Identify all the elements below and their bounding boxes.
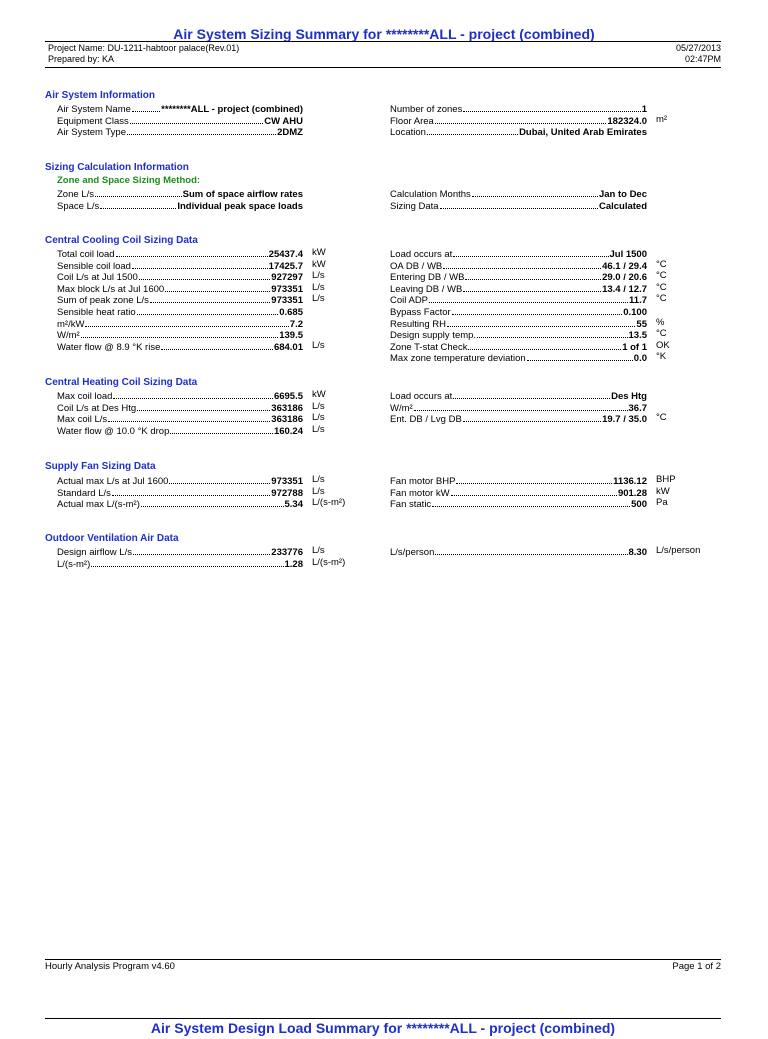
- leader-dots: [427, 125, 518, 135]
- field-unit: L/s/person: [656, 545, 701, 556]
- field-value: 19.7 / 35.0: [602, 414, 647, 426]
- field-label: Coil L/s at Des Htg: [57, 402, 137, 414]
- field-row: [390, 545, 701, 558]
- next-page-preview: [45, 1018, 721, 1039]
- field-unit: L/s: [312, 474, 325, 485]
- field-unit: OK: [656, 339, 670, 351]
- field-row: [390, 474, 676, 487]
- header-right: [676, 43, 721, 65]
- field-value: 901.28: [617, 487, 647, 499]
- leader-dots: [440, 199, 598, 209]
- field-row: [390, 270, 667, 284]
- report-header: [45, 41, 721, 68]
- field-value: 1 of 1: [622, 341, 647, 353]
- page-footer: [45, 959, 721, 974]
- field-value: 973351: [271, 295, 303, 307]
- field-unit: L/s: [312, 281, 325, 293]
- field-unit: kW: [656, 485, 670, 497]
- field-label: Sizing Data: [390, 200, 439, 212]
- leader-dots: [150, 293, 270, 303]
- field-unit: °C: [656, 258, 667, 270]
- field-label: Actual max L/s at Jul 1600: [57, 476, 169, 487]
- leader-dots: [456, 474, 612, 484]
- field-row: [390, 125, 647, 137]
- field-label: Calculation Months: [390, 189, 471, 200]
- field-unit: L/s: [312, 339, 325, 351]
- field-value: Calculated: [598, 200, 647, 212]
- field-label: Design airflow L/s: [57, 547, 132, 558]
- field-unit: L/s: [312, 485, 325, 497]
- field-value: 233776: [271, 547, 303, 558]
- program-version: Hourly Analysis Program v4.60: [45, 961, 175, 972]
- field-value: 363186: [271, 402, 303, 414]
- field-value: 17425.7: [268, 260, 303, 272]
- field-row: [57, 293, 325, 307]
- field-label: Coil ADP: [390, 295, 429, 307]
- prepared-by: Prepared by: KA: [48, 54, 115, 64]
- leader-dots: [453, 389, 610, 399]
- leader-dots: [443, 259, 601, 269]
- leader-dots: [447, 317, 635, 327]
- field-label: Air System Name: [57, 104, 131, 115]
- field-label: Sum of peak zone L/s: [57, 295, 149, 307]
- field-row: [57, 317, 303, 329]
- field-row: [57, 389, 326, 402]
- field-row: [57, 199, 303, 211]
- field-value: 55: [636, 318, 647, 330]
- field-label: Total coil load: [57, 249, 115, 260]
- leader-dots: [141, 497, 284, 507]
- field-row: [57, 497, 346, 511]
- page-number: Page 1 of 2: [672, 961, 721, 972]
- leader-dots: [170, 424, 273, 434]
- field-label: Max block L/s at Jul 1600: [57, 283, 165, 295]
- field-value: 46.1 / 29.4: [602, 260, 647, 272]
- field-label: L/s/person: [390, 547, 435, 558]
- field-unit: L/(s-m²): [312, 497, 346, 509]
- leader-dots: [100, 199, 176, 209]
- leader-dots: [463, 102, 640, 112]
- field-value: 5.34: [284, 499, 303, 511]
- page-title: Air System Sizing Summary for ********ALL - project (combined): [173, 26, 595, 42]
- field-label: Max coil load: [57, 391, 113, 402]
- field-unit: °C: [656, 270, 667, 282]
- field-value: Individual peak space loads: [177, 200, 303, 212]
- field-row: [57, 270, 325, 284]
- field-unit: kW: [312, 247, 326, 258]
- field-label: Design supply temp.: [390, 330, 477, 342]
- leader-dots: [95, 187, 182, 197]
- field-unit: %: [656, 316, 665, 328]
- leader-dots: [468, 340, 621, 350]
- field-row: [57, 339, 325, 353]
- field-value: 1: [641, 104, 647, 115]
- field-value: 8.30: [628, 547, 647, 558]
- field-label: Space L/s: [57, 200, 100, 212]
- field-label: Zone T-stat Check: [390, 341, 468, 353]
- field-label: Bypass Factor: [390, 307, 451, 318]
- field-value: Dubai, United Arab Emirates: [519, 127, 647, 139]
- field-value: 684.01: [273, 341, 303, 353]
- field-value: Sum of space airflow rates: [182, 189, 303, 200]
- field-row: [57, 423, 325, 437]
- field-value: 0.100: [623, 307, 647, 318]
- field-row: [57, 545, 325, 558]
- leader-dots: [130, 114, 263, 124]
- field-label: Air System Type: [57, 127, 126, 139]
- field-unit: °C: [656, 281, 667, 293]
- leader-dots: [85, 317, 288, 327]
- field-value: Des Htg: [611, 391, 647, 402]
- field-unit: m²: [656, 113, 668, 125]
- leader-dots: [127, 125, 276, 135]
- leader-dots: [463, 282, 601, 292]
- field-label: Zone L/s: [57, 189, 94, 200]
- report-time: 02:47PM: [684, 54, 721, 64]
- field-value: 160.24: [273, 425, 303, 437]
- field-row: [57, 305, 303, 317]
- field-row: [57, 102, 303, 114]
- field-row: [57, 281, 325, 295]
- field-row: [57, 485, 325, 499]
- field-value: Jul 1500: [609, 249, 647, 260]
- field-row: [57, 400, 325, 414]
- leader-dots: [429, 293, 628, 303]
- leader-dots: [527, 351, 633, 361]
- field-row: [390, 412, 667, 426]
- leader-dots: [113, 389, 272, 399]
- leader-dots: [91, 557, 283, 567]
- leader-dots: [133, 545, 270, 555]
- header-left: [48, 43, 239, 65]
- leader-dots: [132, 259, 268, 269]
- field-label: Max zone temperature deviation: [390, 353, 526, 365]
- leader-dots: [452, 305, 623, 315]
- field-value: 182324.0: [607, 115, 647, 127]
- field-unit: L/s: [312, 412, 325, 424]
- section-supply-fan: Supply Fan Sizing Data: [45, 461, 156, 472]
- field-value: 6695.5: [273, 391, 303, 402]
- field-label: Sensible coil load: [57, 260, 131, 272]
- field-label: Number of zones: [390, 104, 463, 115]
- field-label: Floor Area: [390, 115, 434, 127]
- field-row: [57, 412, 325, 426]
- field-label: Entering DB / WB: [390, 272, 465, 284]
- leader-dots: [112, 486, 270, 496]
- section-outdoor-ventilation: Outdoor Ventilation Air Data: [45, 533, 179, 544]
- field-row: [390, 247, 647, 259]
- field-label: Actual max L/(s-m²): [57, 499, 140, 511]
- field-unit: L/s: [312, 270, 325, 282]
- field-value: 1136.12: [613, 476, 647, 487]
- field-value: 29.0 / 20.6: [602, 272, 647, 284]
- field-label: Leaving DB / WB: [390, 283, 463, 295]
- leader-dots: [108, 412, 270, 422]
- field-value: 2DMZ: [277, 127, 303, 139]
- field-value: 13.4 / 12.7: [602, 283, 647, 295]
- leader-dots: [414, 401, 628, 411]
- field-unit: kW: [312, 389, 326, 400]
- field-label: W/m²: [390, 402, 413, 414]
- field-label: Coil L/s at Jul 1500: [57, 272, 138, 284]
- field-unit: L/(s-m²): [312, 556, 346, 568]
- field-value: 1.28: [284, 558, 303, 570]
- field-row: [390, 401, 647, 413]
- field-unit: Pa: [656, 497, 668, 509]
- field-value: 973351: [271, 476, 303, 487]
- leader-dots: [137, 401, 270, 411]
- field-value: 363186: [271, 414, 303, 426]
- field-value: 11.7: [629, 295, 647, 307]
- leader-dots: [432, 497, 630, 507]
- field-row: [390, 485, 670, 499]
- leader-dots: [463, 412, 601, 422]
- field-label: Resulting RH: [390, 318, 446, 330]
- field-value: 25437.4: [268, 249, 303, 260]
- field-unit: kW: [312, 258, 326, 270]
- field-unit: L/s: [312, 423, 325, 435]
- field-value: 972788: [271, 487, 303, 499]
- leader-dots: [161, 340, 273, 350]
- field-row: [57, 556, 346, 570]
- field-label: m²/kW: [57, 318, 85, 330]
- field-row: [57, 114, 303, 126]
- field-row: [57, 474, 325, 487]
- section-sizing-calc-info: Sizing Calculation Information: [45, 162, 189, 173]
- field-value: 0.685: [279, 307, 303, 318]
- section-air-system-info: Air System Information: [45, 90, 156, 101]
- field-row: [390, 328, 667, 342]
- field-label: Ent. DB / Lvg DB: [390, 414, 462, 426]
- field-value: 13.5: [628, 330, 647, 342]
- field-label: Standard L/s: [57, 487, 111, 499]
- field-label: Location: [390, 127, 426, 139]
- project-name: Project Name: DU-1211-habtoor palace(Rev.01): [48, 43, 240, 53]
- leader-dots: [165, 282, 270, 292]
- leader-dots: [137, 305, 279, 315]
- field-value: CW AHU: [264, 115, 303, 127]
- section-heating-coil: Central Heating Coil Sizing Data: [45, 377, 198, 388]
- field-unit: °C: [656, 293, 667, 305]
- field-row: [390, 351, 667, 365]
- leader-dots: [451, 486, 617, 496]
- field-value: 139.5: [279, 330, 303, 342]
- field-row: [57, 125, 303, 137]
- field-label: Sensible heat ratio: [57, 307, 136, 318]
- field-label: OA DB / WB: [390, 260, 443, 272]
- leader-dots: [472, 187, 598, 197]
- field-row: [57, 247, 326, 260]
- report-date: 05/27/2013: [675, 43, 721, 53]
- field-label: L/(s-m²): [57, 558, 91, 570]
- leader-dots: [477, 328, 627, 338]
- leader-dots: [453, 247, 608, 257]
- field-label: Fan motor kW: [390, 487, 450, 499]
- field-unit: L/s: [312, 293, 325, 305]
- field-row: [390, 305, 647, 317]
- field-label: W/m²: [57, 330, 80, 342]
- field-value: 0.0: [633, 353, 647, 365]
- field-value: ********ALL - project (combined): [161, 104, 303, 115]
- field-row: [390, 199, 647, 211]
- leader-dots: [116, 247, 268, 257]
- leader-dots: [81, 328, 279, 338]
- field-row: [390, 102, 647, 114]
- field-unit: BHP: [656, 474, 676, 485]
- field-row: [390, 258, 667, 272]
- field-value: 973351: [271, 283, 303, 295]
- field-label: Max coil L/s: [57, 414, 108, 426]
- field-value: Jan to Dec: [598, 189, 647, 200]
- field-label: Water flow @ 10.0 °K drop: [57, 425, 170, 437]
- field-label: Load occurs at: [390, 391, 453, 402]
- field-row: [390, 339, 670, 353]
- leader-dots: [132, 102, 160, 112]
- field-label: Fan static: [390, 499, 432, 511]
- field-row: [390, 497, 668, 511]
- leader-dots: [139, 270, 271, 280]
- section-cooling-coil: Central Cooling Coil Sizing Data: [45, 235, 198, 246]
- field-value: 7.2: [289, 318, 303, 330]
- field-unit: L/s: [312, 400, 325, 412]
- field-row: [390, 316, 665, 330]
- leader-dots: [435, 545, 627, 555]
- field-row: [390, 187, 647, 199]
- field-row: [390, 389, 647, 401]
- field-unit: L/s: [312, 545, 325, 556]
- field-unit: °K: [656, 351, 667, 363]
- field-label: Equipment Class: [57, 115, 129, 127]
- leader-dots: [169, 474, 270, 484]
- field-unit: °C: [656, 412, 667, 424]
- field-row: [57, 187, 303, 199]
- field-value: 500: [631, 499, 647, 511]
- field-row: [57, 258, 326, 272]
- field-unit: °C: [656, 328, 667, 340]
- leader-dots: [435, 114, 607, 124]
- field-row: [57, 328, 303, 340]
- leader-dots: [465, 270, 601, 280]
- field-label: Fan motor BHP: [390, 476, 456, 487]
- field-label: Water flow @ 8.9 °K rise: [57, 341, 161, 353]
- field-value: 36.7: [628, 402, 647, 414]
- field-label: Load occurs at: [390, 249, 453, 260]
- field-row: [390, 293, 667, 307]
- field-row: [390, 113, 668, 127]
- next-page-title: Air System Design Load Summary for ********ALL - project (combined): [150, 1020, 616, 1036]
- zone-space-method-title: Zone and Space Sizing Method:: [57, 175, 201, 186]
- field-value: 927297: [271, 272, 303, 284]
- field-row: [390, 281, 667, 295]
